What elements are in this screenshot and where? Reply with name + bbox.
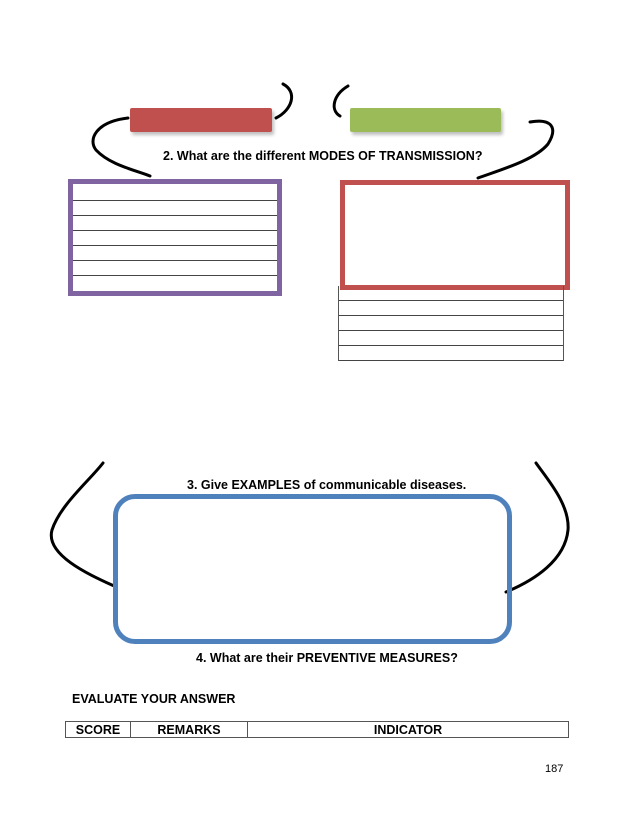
answer-line[interactable] <box>339 331 563 346</box>
column-indicator: INDICATOR <box>248 722 569 738</box>
column-remarks: REMARKS <box>131 722 248 738</box>
question-2: 2. What are the different MODES OF TRANSMISSION? <box>163 149 483 163</box>
curve-top-center-right <box>334 86 348 116</box>
answer-line[interactable] <box>73 231 277 246</box>
left-answer-lines[interactable] <box>73 186 277 276</box>
evaluation-table <box>65 721 569 738</box>
answer-line[interactable] <box>73 186 277 201</box>
answer-line[interactable] <box>73 261 277 276</box>
blue-answer-box[interactable] <box>113 494 512 644</box>
answer-line[interactable] <box>339 316 563 331</box>
answer-line[interactable] <box>339 286 563 301</box>
column-score: SCORE <box>66 722 131 738</box>
answer-line[interactable] <box>73 201 277 216</box>
curve-top-center-left <box>276 84 292 118</box>
question-3: 3. Give EXAMPLES of communicable diseases. <box>187 478 467 492</box>
answer-line[interactable] <box>339 301 563 316</box>
question-4: 4. What are their PREVENTIVE MEASURES? <box>196 651 458 665</box>
right-answer-lines[interactable] <box>338 286 564 361</box>
green-header-tab <box>350 108 501 132</box>
evaluate-heading: EVALUATE YOUR ANSWER <box>72 692 236 706</box>
red-answer-box <box>340 180 570 290</box>
red-header-tab <box>130 108 272 132</box>
table-header-row <box>66 722 569 738</box>
answer-line[interactable] <box>73 216 277 231</box>
curve-bottom-right <box>506 463 568 592</box>
answer-line[interactable] <box>339 346 563 361</box>
answer-line[interactable] <box>73 246 277 261</box>
curve-bottom-left <box>51 463 114 586</box>
page-number: 187 <box>545 763 564 775</box>
